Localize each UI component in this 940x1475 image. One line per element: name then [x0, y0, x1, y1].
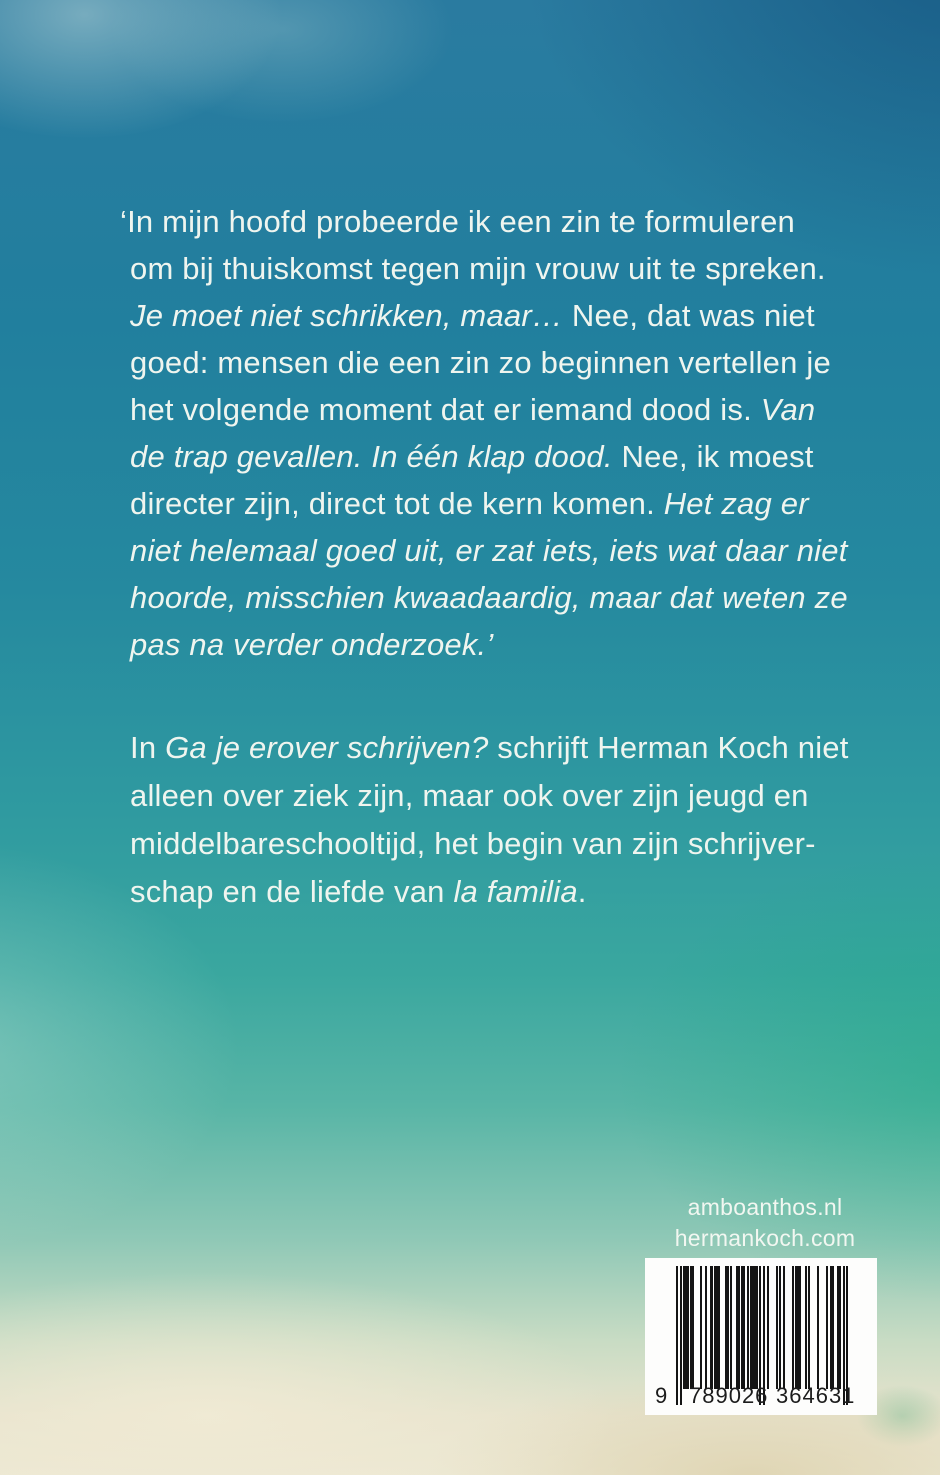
- text-run: schap en de liefde van: [130, 874, 454, 909]
- barcode-bar: [738, 1266, 740, 1389]
- italic-text-run: Je moet niet schrikken, maar…: [130, 298, 564, 333]
- italic-text-run: Ga je erover schrijven?: [165, 730, 489, 765]
- barcode-bar: [839, 1266, 841, 1389]
- barcode-bar: [705, 1266, 707, 1389]
- text-run: het volgende moment dat er iemand dood is.: [130, 392, 761, 427]
- barcode-bar: [779, 1266, 781, 1389]
- text-line: [130, 433, 830, 480]
- barcode-bar: [792, 1266, 794, 1389]
- website-links: [640, 1192, 890, 1254]
- text-line: [130, 386, 830, 433]
- publisher-url: amboanthos.nl: [687, 1194, 843, 1220]
- blurb-paragraph: [130, 724, 849, 916]
- text-line: [130, 480, 830, 527]
- barcode-bar: [692, 1266, 694, 1389]
- italic-text-run: la familia: [453, 874, 578, 909]
- text-run: In: [130, 730, 166, 765]
- text-run: schrijft Herman Koch niet: [488, 730, 849, 765]
- text-run: om bij thuiskomst tegen mijn vrouw uit te spreken.: [130, 251, 826, 286]
- text-line: [130, 574, 848, 621]
- text-line: [130, 621, 830, 668]
- barcode-bar: [826, 1266, 828, 1389]
- barcode-bar: [718, 1266, 720, 1389]
- author-url: hermankoch.com: [674, 1225, 856, 1251]
- italic-text-run: hoorde, misschien kwaadaardig, maar dat weten ze: [130, 580, 848, 615]
- barcode-bar: [817, 1266, 819, 1389]
- barcode-bar: [680, 1266, 682, 1405]
- text-line: [130, 724, 849, 772]
- text-run: Nee, ik moest: [612, 439, 814, 474]
- text-line: [130, 527, 848, 574]
- barcode-bar: [676, 1266, 678, 1405]
- italic-text-run: de trap gevallen. In één klap dood.: [130, 439, 613, 474]
- barcode-bar: [700, 1266, 702, 1389]
- barcode-bar: [710, 1266, 712, 1389]
- italic-text-run: pas na verder onderzoek.’: [130, 627, 494, 662]
- text-line: [130, 245, 830, 292]
- quote-paragraph: [120, 198, 848, 668]
- barcode: [645, 1258, 877, 1415]
- text-run: ‘In mijn hoofd probeerde ik een zin te formuleren: [120, 204, 795, 239]
- text-line: [130, 868, 830, 916]
- text-run: directer zijn, direct tot de kern komen.: [130, 486, 664, 521]
- text-run: .: [577, 874, 587, 909]
- text-run: alleen over ziek zijn, maar ook over zijn jeugd en: [130, 778, 809, 813]
- text-line: [120, 198, 830, 245]
- barcode-bar: [743, 1266, 745, 1389]
- barcode-bar: [747, 1266, 749, 1389]
- text-line: [130, 292, 830, 339]
- italic-text-run: Het zag er: [663, 486, 809, 521]
- text-line: [130, 339, 830, 386]
- barcode-bar: [730, 1266, 732, 1389]
- isbn-group-2: 364631: [776, 1383, 856, 1408]
- text-run: middelbareschooltijd, het begin van zijn schrijver-: [130, 826, 816, 861]
- text-line: [130, 820, 830, 868]
- barcode-bar: [776, 1266, 778, 1389]
- barcode-bar: [767, 1266, 769, 1389]
- isbn-prefix: 9: [655, 1383, 669, 1408]
- barcode-bar: [756, 1266, 758, 1389]
- barcode-bar: [832, 1266, 834, 1389]
- text-run: goed: mensen die een zin zo beginnen vertellen je: [130, 345, 831, 380]
- barcode-bar: [799, 1266, 801, 1389]
- barcode-bar: [805, 1266, 807, 1389]
- text-line: [130, 772, 830, 820]
- barcode-bar: [783, 1266, 785, 1389]
- barcode-bar: [808, 1266, 810, 1389]
- barcode-bar: [687, 1266, 689, 1389]
- italic-text-run: niet helemaal goed uit, er zat iets, iets wat daar niet: [130, 533, 848, 568]
- barcode-bar: [727, 1266, 729, 1389]
- isbn-group-1: 789026: [689, 1383, 769, 1408]
- italic-text-run: Van: [760, 392, 816, 427]
- text-run: Nee, dat was niet: [563, 298, 815, 333]
